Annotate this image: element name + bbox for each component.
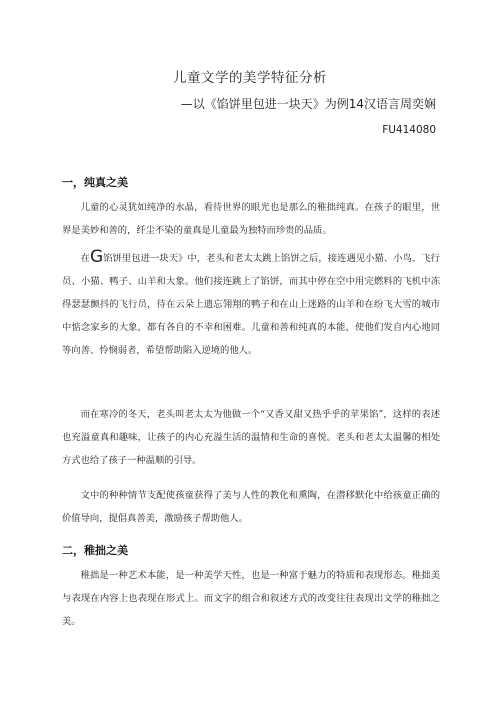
paragraph-3: 而在寒冷的冬天，老头叫老太太为他做一个“又香又甜又热乎乎的苹果馅”，这样的表述也充溢童真和趣味，让孩子的内心充溢生活的温情和生命的喜悦。老头和老太太温馨的相处方式也给了孩子一种温顺的引导。 bbox=[62, 409, 440, 466]
author-id: FU414080 bbox=[382, 124, 436, 136]
paragraph-1: 儿童的心灵犹如纯净的水晶，看待世界的眼光也是那么的稚拙纯真。在孩子的眼里，世界是美妙和善的，纤尘不染的童真是儿童最为独特而珍贵的品质。 bbox=[62, 202, 440, 236]
document-subtitle: —以《馅饼里包进一块天》为例14汉语言周奕娴 bbox=[180, 97, 436, 111]
paragraph-5: 稚拙是一种艺术本能，是一种美学天性，也是一种富于魅力的特质和表现形态。稚拙美与表现在内容上也表现在形式上。而文字的组合和叙述方式的改变往往表现出文学的稚拙之美。 bbox=[62, 570, 440, 627]
section-heading-2: 二，稚拙之美 bbox=[62, 544, 128, 557]
paragraph-4: 文中的种种情节支配使孩童获得了美与人性的教化和熏陶，在潜移默化中给孩童正确的价值导向，提倡真善美，激励孩子帮助他人。 bbox=[62, 490, 440, 524]
paragraph-2-prefix: 在 bbox=[80, 253, 90, 264]
drop-cap-letter: G bbox=[89, 247, 104, 267]
paragraph-2 bbox=[62, 247, 440, 362]
paragraph-2-body: 馅饼里包进一块天》中，老头和老太太跳上馅饼之后，接连遇见小猫、小鸟、飞行员、小猫、鸭子、山羊和大象。他们接连跳上了馅饼，而其中停在空中用完燃料的飞机中冻得瑟瑟颤抖的飞行员，待在云朵上遗忘翎翔的鸭子和在山上迷路的山羊和在纷飞大雪的城市中惦念家乡的大象，都有各自的不幸和困难。儿童和善和纯真的本能，使他们发自内心地同等向善、怜悯弱者，希望帮助陷入逆境的他人。 bbox=[62, 253, 440, 356]
document-title: 儿童文学的美学特征分析 bbox=[173, 70, 327, 86]
section-heading-1: 一，纯真之美 bbox=[62, 176, 128, 189]
